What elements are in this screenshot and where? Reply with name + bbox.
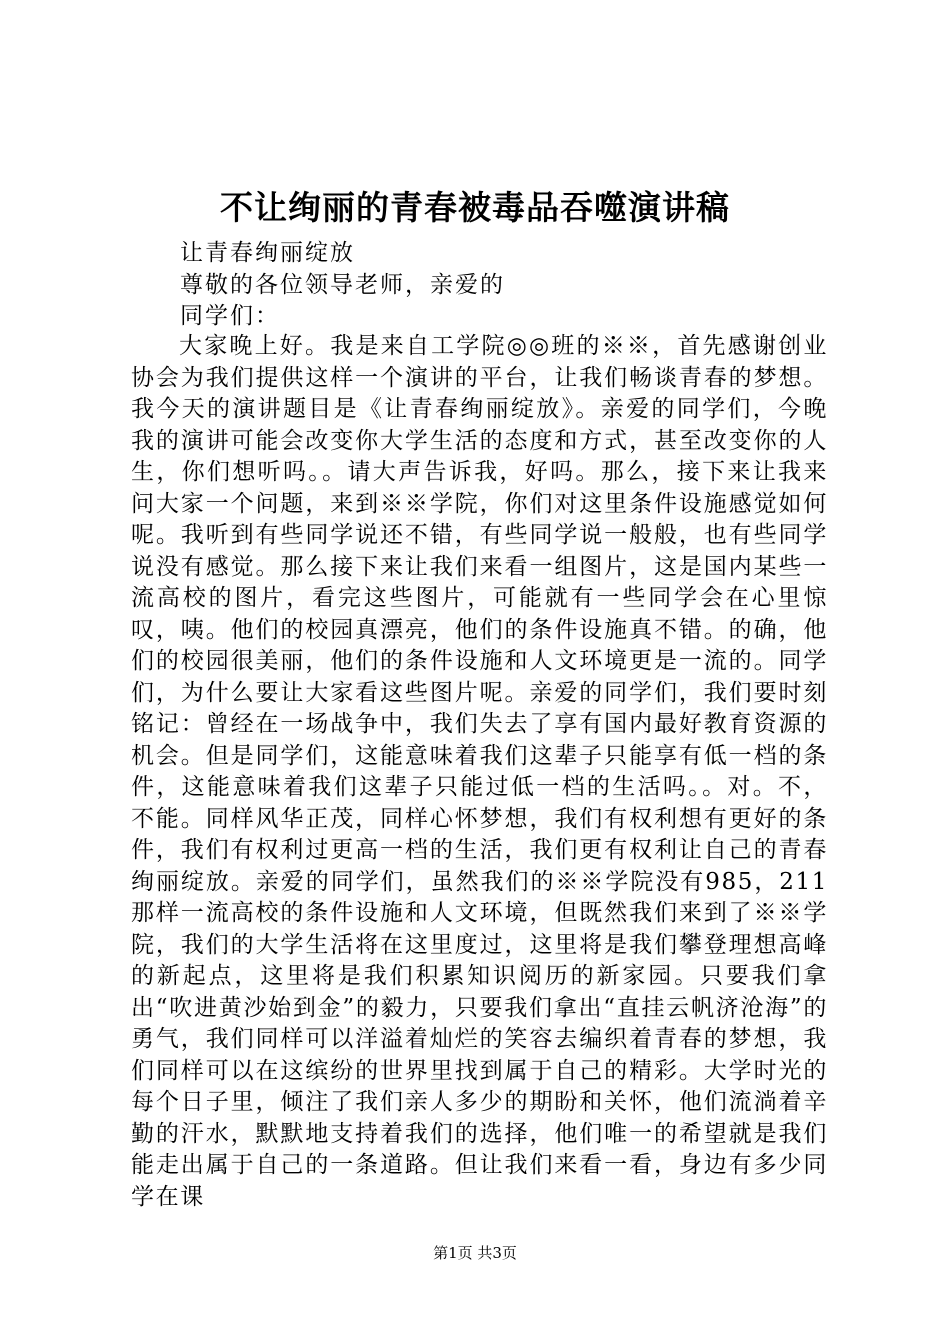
page-number-footer: 第1页 共3页 bbox=[433, 1244, 517, 1262]
document-title: 不让绚丽的青春被毒品吞噬演讲稿 bbox=[220, 188, 730, 227]
salutation-line-1: 尊敬的各位领导老师，亲爱的 bbox=[180, 272, 505, 298]
speech-body-paragraph: 大家晚上好。我是来自工学院◎◎班的※※，首先感谢创业协会为我们提供这样一个演讲的平台，让我们畅谈青春的梦想。我今天的演讲题目是《让青春绚丽绽放》。亲爱的同学们，今晚我的演讲可能会改变你大学生活的态度和方式，甚至改变你的人生，你们想听吗。。请大声告诉我，好吗。那么，接下来让我来问大家一个问题，来到※※学院，你们对这里条件设施感觉如何呢。我听到有些同学说还不错，有些同学说一般般，也有些同学说没有感觉。那么接下来让我们来看一组图片，这是国内某些一流高校的图片，看完这些图片，可能就有一些同学会在心里惊叹，咦。他们的校园真漂亮，他们的条件设施真不错。的确，他们的校园很美丽，他们的条件设施和人文环境更是一流的。同学们，为什么要让大家看这些图片呢。亲爱的同学们，我们要时刻铭记：曾经在一场战争中，我们失去了享有国内最好教育资源的机会。但是同学们，这能意味着我们这辈子只能享有低一档的条件，这能意味着我们这辈子只能过低一档的生活吗。。对。不，不能。同样风华正茂，同样心怀梦想，我们有权利想有更好的条件，我们有权利过更高一档的生活，我们更有权利让自己的青春绚丽绽放。亲爱的同学们，虽然我们的※※学院没有985，211那样一流高校的条件设施和人文环境，但既然我们来到了※※学院，我们的大学生活将在这里度过，这里将是我们攀登理想高峰的新起点，这里将是我们积累知识阅历的新家园。只要我们拿出“吹进黄沙始到金”的毅力，只要我们拿出“直挂云帆济沧海”的勇气，我们同样可以洋溢着灿烂的笑容去编织着青春的梦想，我们同样可以在这缤纷的世界里找到属于自己的精彩。大学时光的每个日子里，倾注了我们亲人多少的期盼和关怀，他们流淌着辛勤的汗水，默默地支持着我们的选择，他们唯一的希望就是我们能走出属于自己的一条道路。但让我们来看一看，身边有多少同学在课 bbox=[131, 333, 828, 1210]
salutation-line-2: 同学们： bbox=[180, 303, 280, 329]
speech-subtitle: 让青春绚丽绽放 bbox=[180, 240, 355, 266]
